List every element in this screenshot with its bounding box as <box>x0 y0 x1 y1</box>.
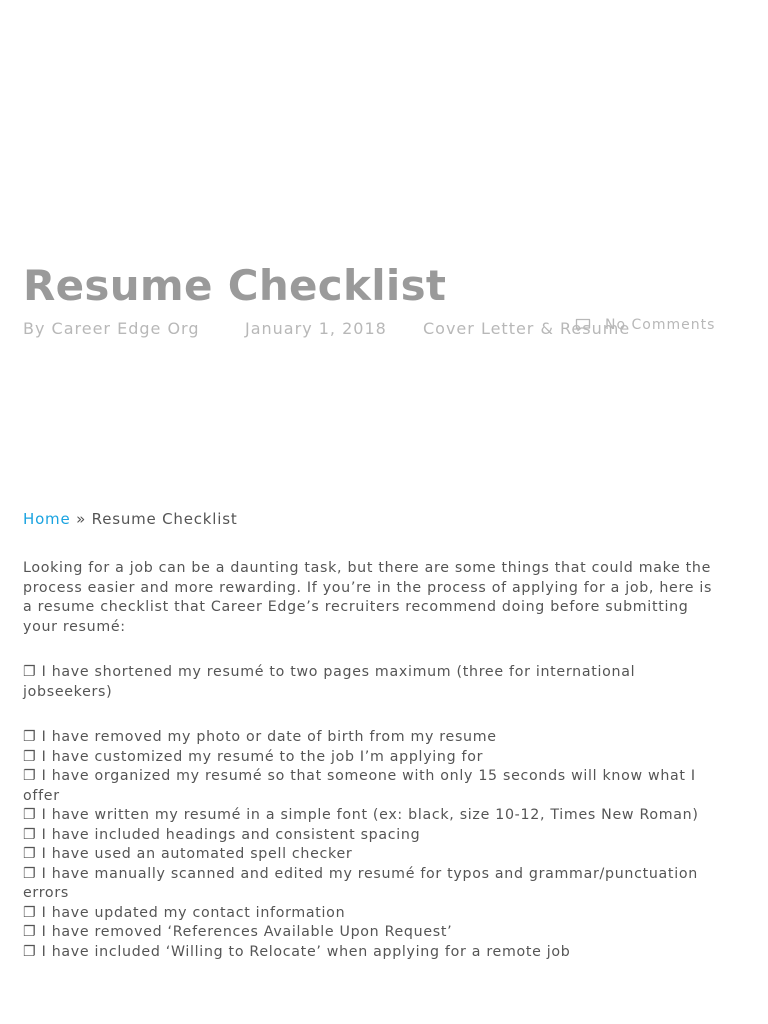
post-category-link[interactable]: Cover Letter & Resume <box>423 319 631 338</box>
post-date-link[interactable]: January 1, 2018 <box>245 319 387 338</box>
checklist-item: ❐ I have customized my resumé to the job I’m applying for <box>23 748 484 765</box>
checklist-item: ❐ I have written my resumé in a simple font (ex: black, size 10-12, Times New Roman) <box>23 807 699 823</box>
checklist-item: ❐ I have removed ‘References Available Upon Request’ <box>23 924 453 940</box>
checklist-item: ❐ I have used an automated spell checker <box>23 846 353 862</box>
page-title: Resume Checklist <box>23 261 447 310</box>
checklist <box>23 728 723 962</box>
post-content <box>23 559 723 962</box>
checklist-item: ❐ I have removed my photo or date of birth from my resume <box>23 729 497 745</box>
checklist-first-item: ❐ I have shortened my resumé to two pages maximum (three for international jobseekers) <box>23 664 636 700</box>
checklist-item: ❐ I have included headings and consistent spacing <box>23 826 421 843</box>
breadcrumb-home-link[interactable]: Home <box>23 510 71 528</box>
breadcrumb-separator: » <box>76 510 87 528</box>
checklist-item: ❐ I have updated my contact information <box>23 904 346 921</box>
checklist-item: ❐ I have manually scanned and edited my resumé for typos and grammar/punctuation errors <box>23 865 698 901</box>
post-comments-link[interactable] <box>575 315 715 335</box>
breadcrumb <box>23 509 238 529</box>
intro-paragraph: Looking for a job can be a daunting task, but there are some things that could make the process easier and more rewarding. If you’re in the process of applying for a job, here is a resume checklist that Career Edge’s recruiters recommend doing before submitting your resumé: <box>23 560 713 635</box>
comment-icon <box>575 318 591 332</box>
post-author-link[interactable]: By Career Edge Org <box>23 319 200 338</box>
breadcrumb-current: Resume Checklist <box>91 510 238 528</box>
checklist-item: ❐ I have included ‘Willing to Relocate’ when applying for a remote job <box>23 943 571 960</box>
checklist-item: ❐ I have organized my resumé so that someone with only 15 seconds will know what I offer <box>23 768 696 804</box>
comments-label: No Comments <box>605 317 716 333</box>
